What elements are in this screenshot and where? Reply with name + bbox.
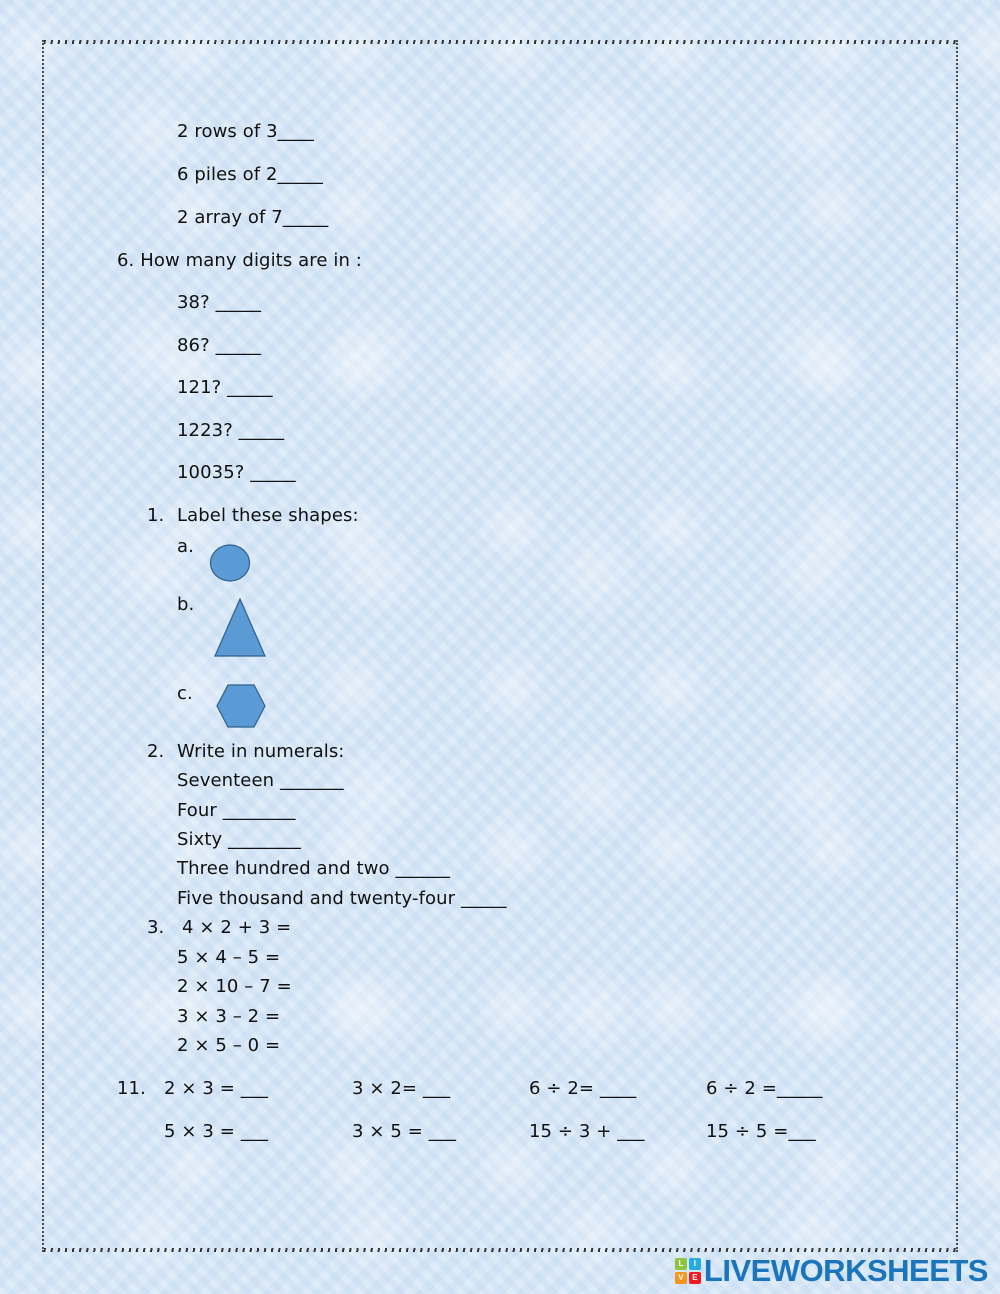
liveworksheets-logo[interactable]	[675, 1254, 988, 1288]
q11-row2-item-1: 5 × 3 = ___	[164, 1121, 269, 1142]
order-item-2: 5 × 4 – 5 =	[177, 947, 281, 968]
shape-label-a: a.	[177, 536, 194, 557]
digits-item-5: 10035? _____	[177, 462, 296, 483]
numerals-question-title: Write in numerals:	[177, 741, 345, 762]
q11-row2-item-3: 15 ÷ 3 + ___	[529, 1121, 645, 1142]
order-question-number: 3.	[147, 917, 165, 938]
group-item-3: 2 array of 7_____	[177, 207, 329, 228]
digits-item-1: 38? _____	[177, 292, 262, 313]
q11-row2-item-2: 3 × 5 = ___	[352, 1121, 457, 1142]
numerals-item-3: Sixty ________	[177, 829, 301, 850]
shapes-question-number: 1.	[147, 505, 165, 526]
digits-item-3: 121? _____	[177, 377, 273, 398]
hexagon-shape	[215, 683, 267, 729]
order-item-4: 3 × 3 – 2 =	[177, 1006, 281, 1027]
q11-row2-item-4: 15 ÷ 5 =___	[706, 1121, 816, 1142]
logo-tile-l: L	[675, 1258, 687, 1270]
group-item-2: 6 piles of 2_____	[177, 164, 323, 185]
q11-row1-item-4: 6 ÷ 2 =_____	[706, 1078, 823, 1099]
question-11-number: 11.	[117, 1078, 146, 1099]
digits-item-2: 86? _____	[177, 335, 262, 356]
numerals-item-5: Five thousand and twenty-four _____	[177, 888, 507, 909]
shape-label-b: b.	[177, 594, 195, 615]
order-item-5: 2 × 5 – 0 =	[177, 1035, 281, 1056]
q11-row1-item-1: 2 × 3 = ___	[164, 1078, 269, 1099]
logo-tile-e: E	[689, 1272, 701, 1284]
group-item-1: 2 rows of 3____	[177, 121, 315, 142]
numerals-question-number: 2.	[147, 741, 165, 762]
shape-label-c: c.	[177, 683, 193, 704]
logo-tile-v: V	[675, 1272, 687, 1284]
order-item-1: 4 × 2 + 3 =	[182, 917, 292, 938]
shapes-question-title: Label these shapes:	[177, 505, 359, 526]
logo-tile-i: I	[689, 1258, 701, 1270]
logo-text: LIVEWORKSHEETS	[703, 1253, 988, 1288]
logo-tiles-icon	[675, 1258, 701, 1284]
q11-row1-item-2: 3 × 2= ___	[352, 1078, 451, 1099]
question-6-title: 6. How many digits are in :	[117, 250, 362, 271]
digits-item-4: 1223? _____	[177, 420, 285, 441]
q11-row1-item-3: 6 ÷ 2= ____	[529, 1078, 637, 1099]
numerals-item-4: Three hundred and two ______	[177, 858, 451, 879]
circle-shape	[208, 543, 252, 583]
triangle-shape	[212, 597, 268, 659]
numerals-item-1: Seventeen _______	[177, 770, 344, 791]
numerals-item-2: Four ________	[177, 800, 296, 821]
order-item-3: 2 × 10 – 7 =	[177, 976, 292, 997]
